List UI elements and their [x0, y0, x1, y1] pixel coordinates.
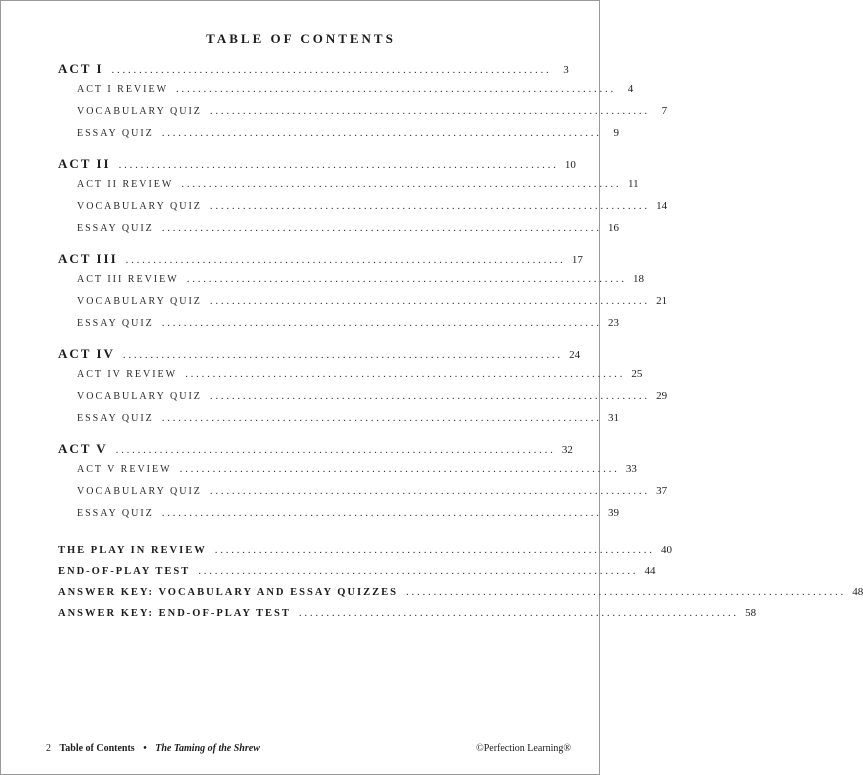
- dot-leader: . . . . . . . . . . . . . . . . . . . . . . . . . . . . . . . . . . . . . . . . . . . . . . . . . . . . . . . . . . . . . . . . . . . . . . . . . . . . . . . .: [209, 485, 648, 497]
- toc-act-entry[interactable]: [58, 156, 576, 178]
- dot-leader: . . . . . . . . . . . . . . . . . . . . . . . . . . . . . . . . . . . . . . . . . . . . . . . . . . . . . . . . . . . . . . . . . . . . . . . . . . . . . . . .: [176, 83, 614, 95]
- entry-label: ESSAY QUIZ: [77, 508, 154, 519]
- entry-page-number: 58: [745, 607, 757, 619]
- entry-page-number: 24: [569, 349, 581, 361]
- toc-sub-entry[interactable]: [58, 178, 639, 200]
- toc-sub-entry[interactable]: [58, 368, 643, 390]
- dot-leader: . . . . . . . . . . . . . . . . . . . . . . . . . . . . . . . . . . . . . . . . . . . . . . . . . . . . . . . . . . . . . . . . . . . . . . . . . . . . . . . .: [111, 64, 549, 76]
- entry-label: ACT V REVIEW: [77, 464, 172, 475]
- footer-page-number: 2: [46, 743, 51, 754]
- entry-label: VOCABULARY QUIZ: [77, 391, 202, 402]
- section-spacer: [58, 529, 543, 544]
- entry-label: ESSAY QUIZ: [77, 223, 154, 234]
- entry-page-number: 14: [656, 200, 668, 212]
- entry-label: ACT II REVIEW: [77, 179, 174, 190]
- toc-sub-entry[interactable]: [58, 127, 620, 149]
- dot-leader: . . . . . . . . . . . . . . . . . . . . . . . . . . . . . . . . . . . . . . . . . . . . . . . . . . . . . . . . . . . . . . . . . . . . . . . . . . . . . . . .: [209, 200, 648, 212]
- entry-page-number: 11: [628, 178, 639, 190]
- footer-left: [46, 743, 266, 754]
- dot-leader: . . . . . . . . . . . . . . . . . . . . . . . . . . . . . . . . . . . . . . . . . . . . . . . . . . . . . . . . . . . . . . . . . . . . . . . . . . . . . . . .: [161, 317, 600, 329]
- entry-page-number: 31: [608, 412, 620, 424]
- entry-page-number: 40: [660, 544, 672, 556]
- page-title: TABLE OF CONTENTS: [206, 31, 396, 46]
- toc-final-entry[interactable]: [58, 586, 863, 607]
- entry-label: ESSAY QUIZ: [77, 413, 154, 424]
- toc-sub-entry[interactable]: [58, 412, 620, 434]
- entry-label: VOCABULARY QUIZ: [77, 201, 202, 212]
- footer-section: Table of Contents: [59, 743, 135, 754]
- footer-bullet: •: [143, 743, 147, 754]
- dot-leader: . . . . . . . . . . . . . . . . . . . . . . . . . . . . . . . . . . . . . . . . . . . . . . . . . . . . . . . . . . . . . . . . . . . . . . . . . . . . . . . .: [118, 159, 556, 171]
- entry-page-number: 23: [608, 317, 620, 329]
- toc-act-entry[interactable]: [58, 441, 573, 463]
- entry-label: ACT III REVIEW: [77, 274, 179, 285]
- toc-sub-entry[interactable]: [58, 390, 668, 412]
- toc-final-entry[interactable]: [58, 565, 656, 586]
- entry-label: ACT III: [58, 251, 118, 266]
- toc-sub-entry[interactable]: [58, 273, 644, 295]
- entry-label: ACT V: [58, 441, 108, 456]
- toc-act-entry[interactable]: [58, 346, 581, 368]
- toc-sub-entry[interactable]: [58, 105, 668, 127]
- toc-act-entry[interactable]: [58, 61, 569, 83]
- toc-sub-entry[interactable]: [58, 507, 620, 529]
- toc-sub-entry[interactable]: [58, 200, 668, 222]
- dot-leader: . . . . . . . . . . . . . . . . . . . . . . . . . . . . . . . . . . . . . . . . . . . . . . . . . . . . . . . . . . . . . . . . . . . . . . . . . . . . . . . .: [209, 390, 648, 402]
- entry-label: ACT II: [58, 156, 111, 171]
- entry-label: THE PLAY IN REVIEW: [58, 545, 207, 556]
- entry-page-number: 17: [571, 254, 583, 266]
- entry-page-number: 37: [656, 485, 668, 497]
- toc-final-entry[interactable]: [58, 544, 672, 565]
- toc-sub-entry[interactable]: [58, 485, 668, 507]
- footer-book-title: The Taming of the Shrew: [155, 743, 260, 754]
- entry-label: ANSWER KEY: VOCABULARY AND ESSAY QUIZZES: [58, 587, 398, 598]
- entry-label: VOCABULARY QUIZ: [77, 296, 202, 307]
- entry-label: VOCABULARY QUIZ: [77, 486, 202, 497]
- entry-page-number: 16: [608, 222, 620, 234]
- entry-page-number: 29: [656, 390, 668, 402]
- page-footer: [46, 743, 571, 754]
- entry-label: ANSWER KEY: END-OF-PLAY TEST: [58, 608, 291, 619]
- entry-page-number: 25: [631, 368, 643, 380]
- entry-page-number: 10: [564, 159, 576, 171]
- entry-page-number: 4: [627, 83, 634, 95]
- dot-leader: . . . . . . . . . . . . . . . . . . . . . . . . . . . . . . . . . . . . . . . . . . . . . . . . . . . . . . . . . . . . . . . . . . . . . . . . . . . . . . . .: [125, 254, 563, 266]
- toc-act-entry[interactable]: [58, 251, 583, 273]
- dot-leader: . . . . . . . . . . . . . . . . . . . . . . . . . . . . . . . . . . . . . . . . . . . . . . . . . . . . . . . . . . . . . . . . . . . . . . . . . . . . . . . .: [115, 444, 553, 456]
- entry-label: ACT I REVIEW: [77, 84, 169, 95]
- entry-label: ESSAY QUIZ: [77, 318, 154, 329]
- toc-sub-entry[interactable]: [58, 317, 620, 339]
- dot-leader: . . . . . . . . . . . . . . . . . . . . . . . . . . . . . . . . . . . . . . . . . . . . . . . . . . . . . . . . . . . . . . . . . . . . . . . . . . . . . . . .: [214, 544, 652, 556]
- toc-sub-entry[interactable]: [58, 295, 668, 317]
- dot-leader: . . . . . . . . . . . . . . . . . . . . . . . . . . . . . . . . . . . . . . . . . . . . . . . . . . . . . . . . . . . . . . . . . . . . . . . . . . . . . . . .: [161, 507, 600, 519]
- entry-page-number: 9: [613, 127, 620, 139]
- entry-page-number: 44: [644, 565, 656, 577]
- entry-page-number: 21: [656, 295, 668, 307]
- entry-page-number: 33: [625, 463, 637, 475]
- dot-leader: . . . . . . . . . . . . . . . . . . . . . . . . . . . . . . . . . . . . . . . . . . . . . . . . . . . . . . . . . . . . . . . . . . . . . . . . . . . . . . . .: [181, 178, 619, 190]
- entry-label: VOCABULARY QUIZ: [77, 106, 202, 117]
- footer-publisher: ©Perfection Learning®: [476, 743, 571, 754]
- entry-label: END-OF-PLAY TEST: [58, 566, 191, 577]
- dot-leader: . . . . . . . . . . . . . . . . . . . . . . . . . . . . . . . . . . . . . . . . . . . . . . . . . . . . . . . . . . . . . . . . . . . . . . . . . . . . . . . .: [198, 565, 636, 577]
- dot-leader: . . . . . . . . . . . . . . . . . . . . . . . . . . . . . . . . . . . . . . . . . . . . . . . . . . . . . . . . . . . . . . . . . . . . . . . . . . . . . . . .: [209, 105, 648, 117]
- dot-leader: . . . . . . . . . . . . . . . . . . . . . . . . . . . . . . . . . . . . . . . . . . . . . . . . . . . . . . . . . . . . . . . . . . . . . . . . . . . . . . . .: [179, 463, 617, 475]
- entry-page-number: 39: [608, 507, 620, 519]
- toc-sub-entry[interactable]: [58, 463, 637, 485]
- entry-label: ESSAY QUIZ: [77, 128, 154, 139]
- dot-leader: . . . . . . . . . . . . . . . . . . . . . . . . . . . . . . . . . . . . . . . . . . . . . . . . . . . . . . . . . . . . . . . . . . . . . . . . . . . . . . . .: [186, 273, 624, 285]
- dot-leader: . . . . . . . . . . . . . . . . . . . . . . . . . . . . . . . . . . . . . . . . . . . . . . . . . . . . . . . . . . . . . . . . . . . . . . . . . . . . . . . .: [298, 607, 737, 619]
- entry-label: ACT I: [58, 61, 104, 76]
- entry-page-number: 7: [661, 105, 668, 117]
- dot-leader: . . . . . . . . . . . . . . . . . . . . . . . . . . . . . . . . . . . . . . . . . . . . . . . . . . . . . . . . . . . . . . . . . . . . . . . . . . . . . . . .: [209, 295, 648, 307]
- table-of-contents: [58, 61, 863, 628]
- dot-leader: . . . . . . . . . . . . . . . . . . . . . . . . . . . . . . . . . . . . . . . . . . . . . . . . . . . . . . . . . . . . . . . . . . . . . . . . . . . . . . . .: [405, 586, 844, 598]
- entry-page-number: 3: [563, 64, 569, 76]
- toc-sub-entry[interactable]: [58, 83, 634, 105]
- entry-page-number: 48: [852, 586, 863, 598]
- toc-sub-entry[interactable]: [58, 222, 620, 244]
- entry-label: ACT IV: [58, 346, 115, 361]
- entry-page-number: 32: [561, 444, 573, 456]
- dot-leader: . . . . . . . . . . . . . . . . . . . . . . . . . . . . . . . . . . . . . . . . . . . . . . . . . . . . . . . . . . . . . . . . . . . . . . . . . . . . . . . .: [161, 127, 600, 139]
- entry-label: ACT IV REVIEW: [77, 369, 178, 380]
- dot-leader: . . . . . . . . . . . . . . . . . . . . . . . . . . . . . . . . . . . . . . . . . . . . . . . . . . . . . . . . . . . . . . . . . . . . . . . . . . . . . . . .: [185, 368, 623, 380]
- dot-leader: . . . . . . . . . . . . . . . . . . . . . . . . . . . . . . . . . . . . . . . . . . . . . . . . . . . . . . . . . . . . . . . . . . . . . . . . . . . . . . . .: [122, 349, 561, 361]
- dot-leader: . . . . . . . . . . . . . . . . . . . . . . . . . . . . . . . . . . . . . . . . . . . . . . . . . . . . . . . . . . . . . . . . . . . . . . . . . . . . . . . .: [161, 222, 600, 234]
- entry-page-number: 18: [632, 273, 644, 285]
- toc-final-entry[interactable]: [58, 607, 757, 628]
- dot-leader: . . . . . . . . . . . . . . . . . . . . . . . . . . . . . . . . . . . . . . . . . . . . . . . . . . . . . . . . . . . . . . . . . . . . . . . . . . . . . . . .: [161, 412, 600, 424]
